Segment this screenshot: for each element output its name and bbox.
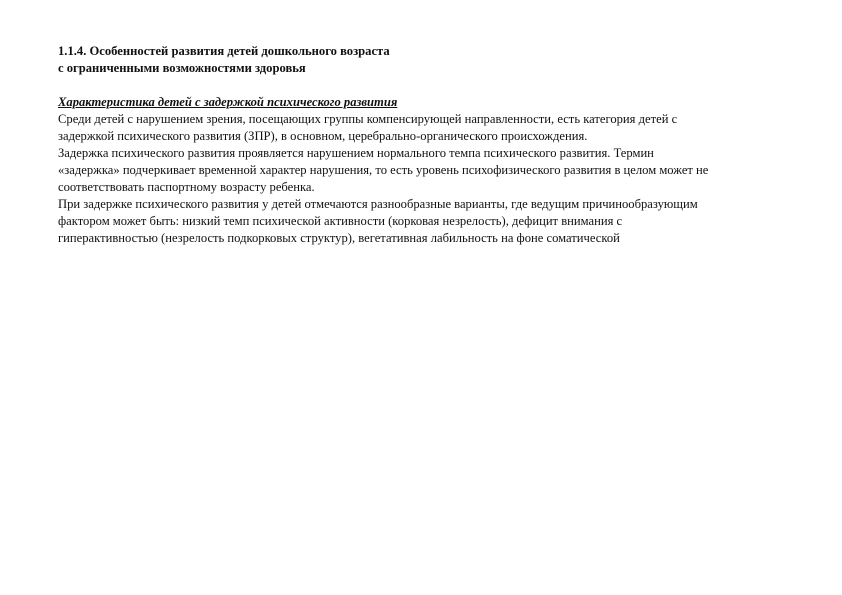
paragraph-2 [58,145,788,196]
paragraph-line: «задержка» подчеркивает временной характер нарушения, то есть уровень психофизического развития в целом может не [58,163,709,177]
paragraph-line: задержкой психического развития (ЗПР), в основном, церебрально-органического происхождения. [58,129,588,143]
paragraph-line: фактором может быть: низкий темп психической активности (корковая незрелость), дефицит внимания с [58,214,623,228]
section-title-line-2: с ограниченными возможностями здоровья [58,61,306,75]
paragraph-line: При задержке психического развития у детей отмечаются разнообразные варианты, где ведущим причинообразующим [58,197,698,211]
paragraph-line: гиперактивностью (незрелость подкорковых структур), вегетативная лабильность на фоне соматической [58,231,620,245]
paragraph-line: Задержка психического развития проявляется нарушением нормального темпа психического развития. Термин [58,146,654,160]
section-title-line-1: 1.1.4. Особенностей развития детей дошкольного возраста [58,44,390,58]
paragraph-line: Среди детей с нарушением зрения, посещающих группы компенсирующей направленности, есть категория детей с [58,112,678,126]
paragraph-line: соответствовать паспортному возрасту ребенка. [58,180,315,194]
paragraph-1 [58,111,788,145]
subsection-title: Характеристика детей с задержкой психического развития [58,95,398,109]
paragraph-3 [58,196,788,247]
document-content [58,43,788,247]
